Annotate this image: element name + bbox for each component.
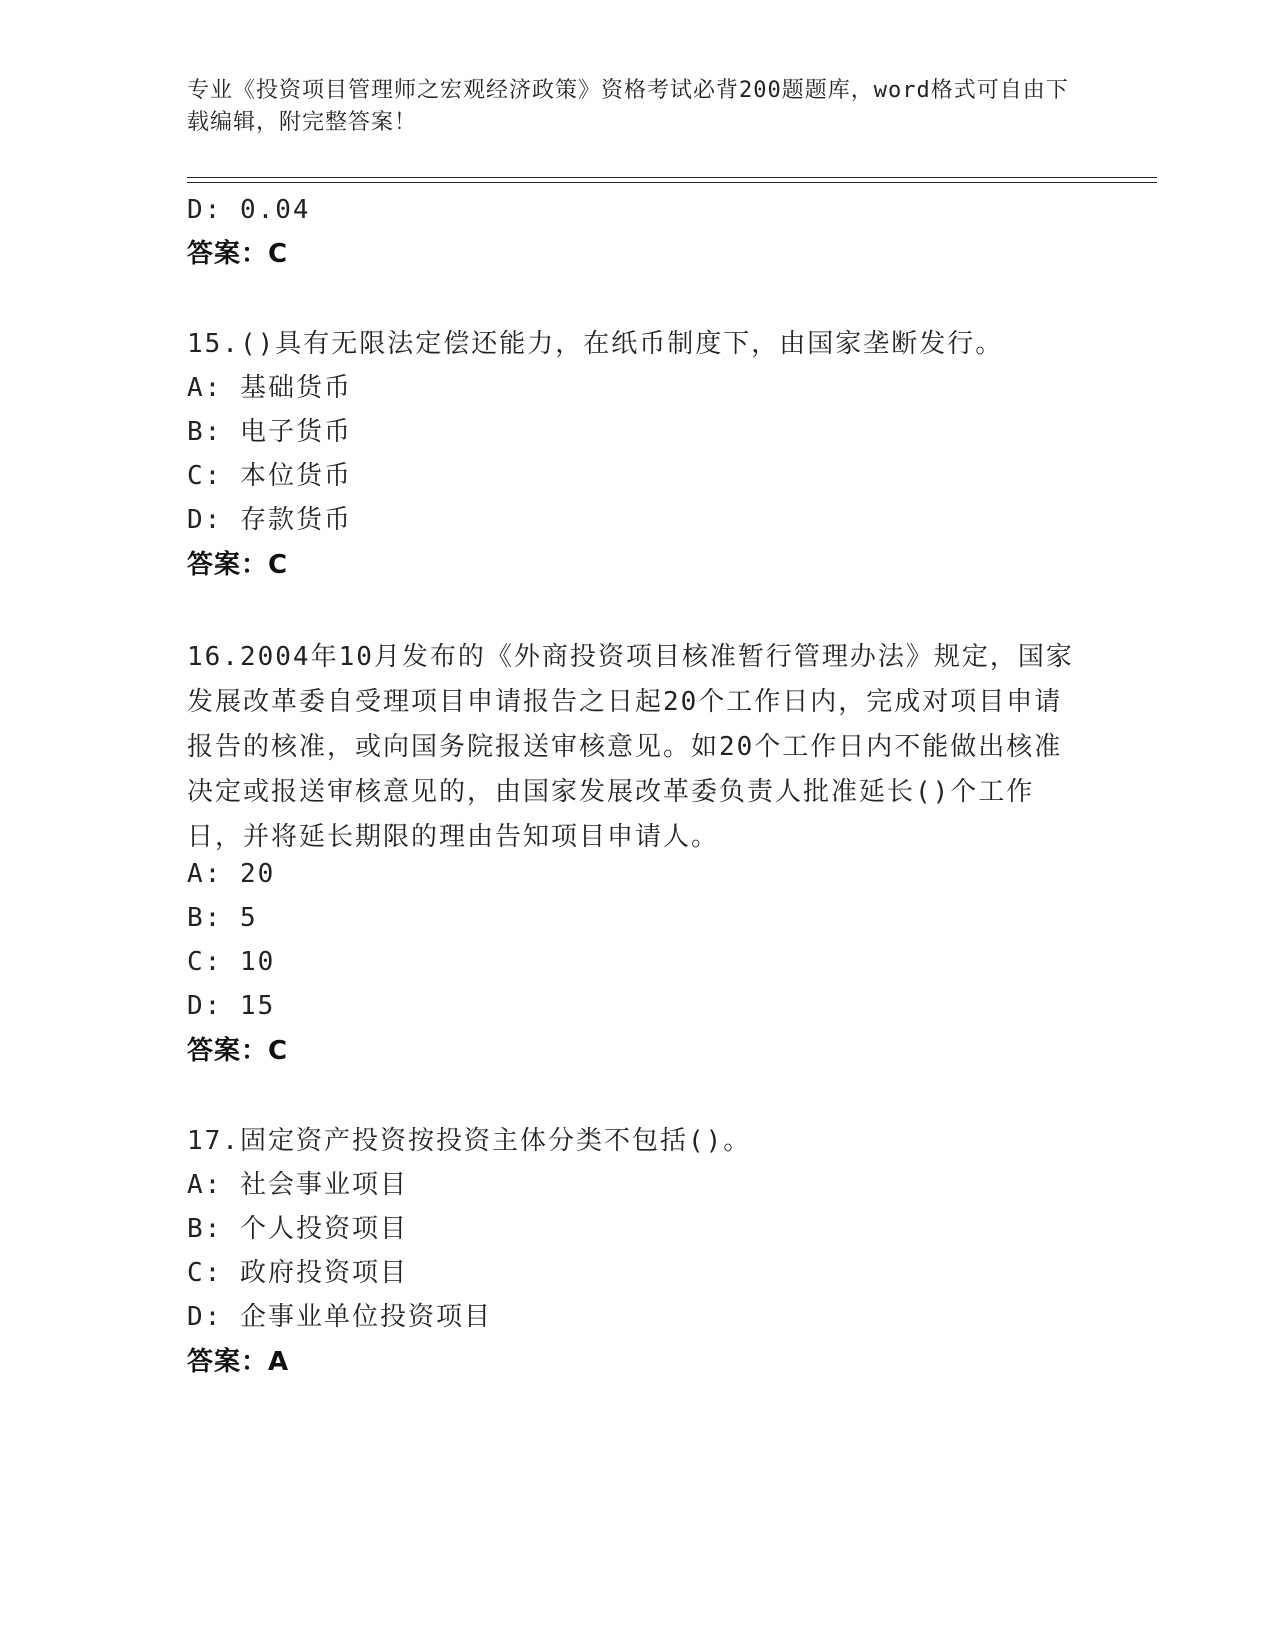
q16-stem: 16.2004年10月发布的《外商投资项目核准暂行管理办法》规定，国家发展改革委自受理项目申请报告之日起20个工作日内，完成对项目申请报告的核准，或向国务院报送审核意见。如20个工作日内不能做出核准决定或报送审核意见的，由国家发展改革委负责人批准延长()个工作日，并将延长期限的理由告知项目申请人。 <box>187 642 1074 852</box>
q15-option-c: C: 本位货币 <box>187 461 352 491</box>
q17-option-c: C: 政府投资项目 <box>187 1258 408 1288</box>
q16-option-a: A: 20 <box>187 859 276 889</box>
q15-option-a: A: 基础货币 <box>187 373 352 403</box>
q15-option-b: B: 电子货币 <box>187 417 352 447</box>
q17-option-a: A: 社会事业项目 <box>187 1170 408 1200</box>
header-divider-bottom <box>187 182 1157 183</box>
q16-option-b: B: 5 <box>187 903 258 933</box>
header-divider-top <box>187 177 1157 178</box>
q14-option-d: D: 0.04 <box>187 195 311 225</box>
q16-option-d: D: 15 <box>187 991 276 1021</box>
q16-option-c: C: 10 <box>187 947 276 977</box>
q16-answer: 答案：C <box>187 1036 289 1066</box>
q17-stem: 17.固定资产投资按投资主体分类不包括()。 <box>187 1126 752 1156</box>
q14-answer: 答案：C <box>187 239 289 269</box>
q17-answer: 答案：A <box>187 1347 290 1377</box>
q17-option-b: B: 个人投资项目 <box>187 1214 408 1244</box>
q15-option-d: D: 存款货币 <box>187 505 352 535</box>
q17-option-d: D: 企事业单位投资项目 <box>187 1302 492 1332</box>
document-header: 专业《投资项目管理师之宏观经济政策》资格考试必背200题题库，word格式可自由下载编辑，附完整答案！ <box>187 78 1069 135</box>
q15-stem: 15.()具有无限法定偿还能力，在纸币制度下，由国家垄断发行。 <box>187 329 1004 359</box>
q15-answer: 答案：C <box>187 550 289 580</box>
